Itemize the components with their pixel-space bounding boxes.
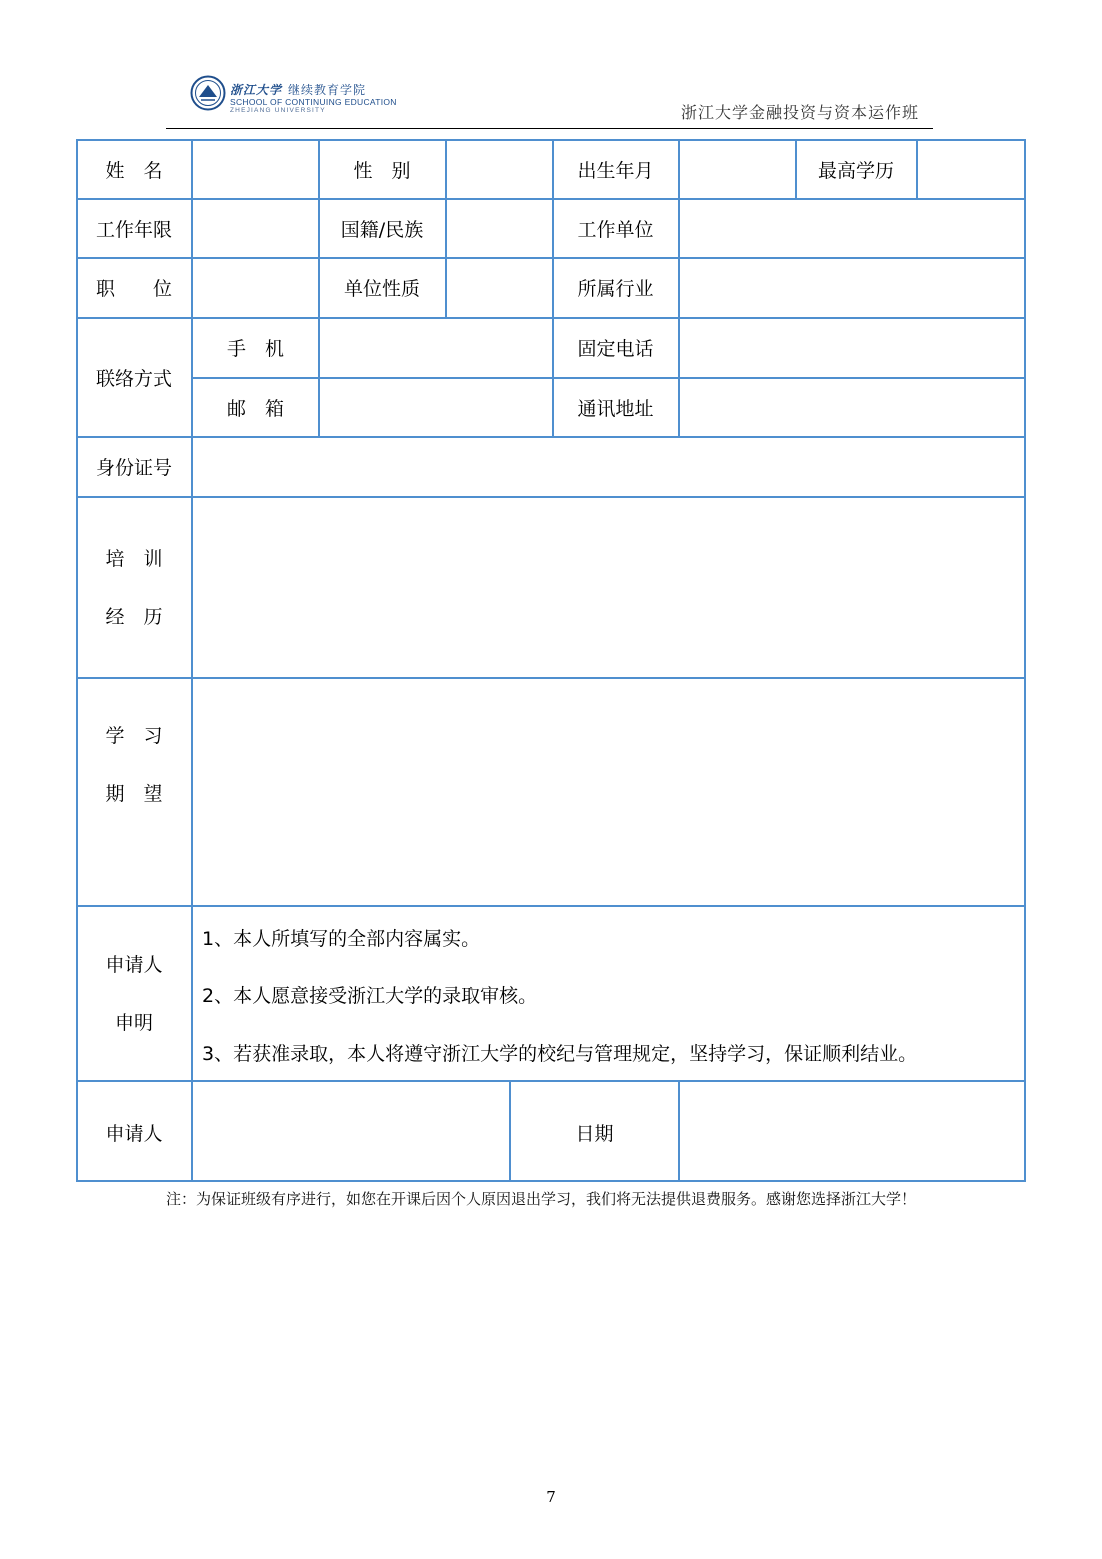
logo-english-name: SCHOOL OF CONTINUING EDUCATION [230,97,397,107]
applicant-signature-field[interactable] [193,1082,509,1182]
university-seal-icon [190,75,226,111]
org-type-field[interactable] [447,258,552,317]
application-form [76,139,1026,1182]
logo-english-sub: ZHEJIANG UNIVERSITY [230,107,326,114]
page-number: 7 [546,1488,556,1506]
mobile-label: 手 机 [226,338,284,360]
name-label: 姓 名 [105,159,163,182]
work-years-label: 工作年限 [95,219,172,241]
education-label: 最高学历 [817,159,894,182]
position-field[interactable] [193,258,318,317]
industry-field[interactable] [680,258,1026,317]
training-label-line2: 经 历 [105,605,163,628]
program-title: 浙江大学金融投资与资本运作班 [680,103,919,122]
birth-field[interactable] [680,139,795,199]
landline-label: 固定电话 [577,338,654,360]
email-field[interactable] [320,378,552,436]
expectation-label-line2: 期 望 [105,783,163,805]
email-label: 邮 箱 [226,397,284,420]
declaration-label [76,907,192,1080]
declaration-item: 1、本人所填写的全部内容属实。 [202,928,481,950]
employer-label: 工作单位 [577,219,654,241]
gender-label: 性 别 [353,159,411,182]
declaration-item: 2、本人愿意接受浙江大学的录取审核。 [202,985,538,1007]
applicant-label: 申请人 [105,1122,163,1145]
declaration-label-line1: 申请人 [105,953,163,976]
employer-field[interactable] [680,199,1026,258]
logo-chinese-name: 浙江大学 继续教育学院 [230,83,367,97]
training-field[interactable] [193,498,1026,677]
nationality-label: 国籍/民族 [340,219,424,241]
expectation-label-line1: 学 习 [105,725,163,747]
training-label-line1: 培 训 [105,547,163,570]
expectation-field[interactable] [193,679,1026,905]
education-field[interactable] [918,139,1026,199]
id-field[interactable] [193,437,1026,496]
declaration-label-line2: 申明 [114,1011,153,1034]
mobile-field[interactable] [320,318,552,377]
row-divider [76,905,1026,907]
name-field[interactable] [193,139,318,199]
id-label: 身份证号 [95,457,172,479]
industry-label: 所属行业 [577,278,654,300]
date-label: 日期 [575,1122,614,1145]
expectation-label [76,679,192,905]
contact-label: 联络方式 [95,367,172,390]
page-header [166,70,933,129]
birth-label: 出生年月 [577,159,654,182]
org-type-label: 单位性质 [343,278,420,300]
footnote: 注：为保证班级有序进行，如您在开课后因个人原因退出学习，我们将无法提供退费服务。感谢您选择浙江大学！ [166,1190,917,1208]
position-label: 职 位 [95,278,172,300]
address-label: 通讯地址 [577,397,654,420]
date-field[interactable] [680,1082,1026,1182]
university-logo [190,74,430,118]
training-label [76,498,192,677]
nationality-field[interactable] [447,199,552,258]
gender-field[interactable] [447,139,552,199]
declaration-item: 3、若获准录取，本人将遵守浙江大学的校纪与管理规定，坚持学习，保证顺利结业。 [202,1043,918,1065]
landline-field[interactable] [680,318,1026,377]
address-field[interactable] [680,378,1026,436]
work-years-field[interactable] [193,199,318,258]
